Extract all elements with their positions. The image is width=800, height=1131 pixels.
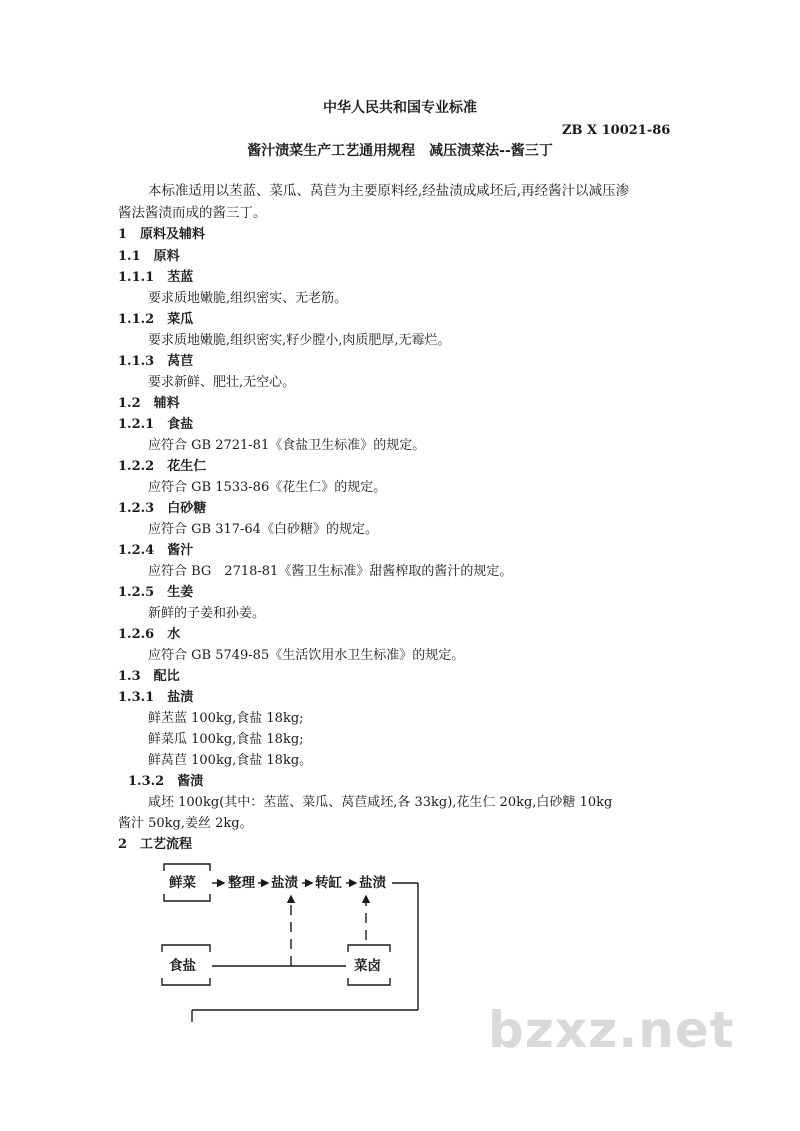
- section-1-1-heading: 1.1 原料: [118, 249, 180, 264]
- section-1-1-3-heading: 1.1.3 莴苣: [118, 354, 194, 369]
- section-1-2-3-body: 应符合 GB 317-64《白砂糖》的规定。: [148, 522, 378, 537]
- section-1-2-4-body: 应符合 BG 2718-81《酱卫生标准》甜酱榨取的酱汁的规定。: [148, 564, 513, 579]
- section-1-2-5-body: 新鲜的子姜和孙姜。: [148, 606, 266, 621]
- section-1-3-heading: 1.3 配比: [118, 669, 180, 684]
- ratio-lettuce: 鲜莴苣 100kg,食盐 18kg。: [148, 753, 313, 768]
- intro-line-1: 本标准适用以苤蓝、菜瓜、莴苣为主要原料经,经盐渍成咸坯后,再经酱汁以减压渗: [148, 183, 630, 199]
- watermark: bzxz.net: [488, 1001, 735, 1059]
- flow-node-salt: 食盐: [169, 958, 196, 974]
- section-1-1-1-body: 要求质地嫩脆,组织密实、无老筋。: [148, 291, 348, 306]
- sauce-ratio-line-2: 酱汁 50kg,姜丝 2kg。: [118, 816, 253, 831]
- standard-number: ZB X 10021-86: [562, 123, 671, 138]
- flow-node-brine: 菜卤: [354, 958, 381, 974]
- flow-node-salting-1: 盐渍: [271, 875, 298, 891]
- section-1-3-1-heading: 1.3.1 盐渍: [118, 690, 194, 705]
- intro-line-2: 酱法酱渍而成的酱三丁。: [118, 205, 267, 221]
- section-1-2-heading: 1.2 辅料: [118, 396, 180, 411]
- flow-node-salting-2: 盐渍: [359, 875, 386, 891]
- section-1-heading: 1 原料及辅料: [118, 227, 206, 242]
- section-1-2-1-body: 应符合 GB 2721-81《食盐卫生标准》的规定。: [148, 438, 426, 453]
- section-1-2-1-heading: 1.2.1 食盐: [118, 417, 194, 432]
- section-1-2-2-body: 应符合 GB 1533-86《花生仁》的规定。: [148, 480, 387, 495]
- section-1-1-3-body: 要求新鲜、肥壮,无空心。: [148, 375, 296, 390]
- section-1-2-2-heading: 1.2.2 花生仁: [118, 459, 207, 474]
- section-1-1-1-heading: 1.1.1 苤蓝: [118, 270, 194, 285]
- section-1-2-5-heading: 1.2.5 生姜: [118, 585, 194, 600]
- section-1-1-2-body: 要求质地嫩脆,组织密实,籽少膛小,肉质肥厚,无霉烂。: [148, 333, 451, 348]
- section-1-3-2-heading: 1.3.2 酱渍: [128, 774, 204, 789]
- flow-node-trim: 整理: [228, 875, 255, 891]
- section-1-2-6-body: 应符合 GB 5749-85《生活饮用水卫生标准》的规定。: [148, 648, 465, 663]
- ratio-kohlrabi: 鲜苤蓝 100kg,食盐 18kg;: [148, 711, 304, 726]
- flow-node-fresh-veg: 鲜菜: [169, 875, 196, 891]
- flow-node-transfer: 转缸: [315, 875, 342, 891]
- section-1-1-2-heading: 1.1.2 菜瓜: [118, 312, 194, 327]
- section-1-2-3-heading: 1.2.3 白砂糖: [118, 501, 207, 516]
- issuer-heading: 中华人民共和国专业标准: [323, 100, 477, 116]
- section-2-heading: 2 工艺流程: [118, 837, 193, 852]
- section-1-2-4-heading: 1.2.4 酱汁: [118, 543, 194, 558]
- sauce-ratio-line-1: 咸坯 100kg(其中：苤蓝、菜瓜、莴苣咸坯,各 33kg),花生仁 20kg,白砂糖 10kg: [148, 795, 613, 810]
- document-title: 酱汁渍菜生产工艺通用规程 减压渍菜法--酱三丁: [247, 143, 553, 159]
- section-1-2-6-heading: 1.2.6 水: [118, 627, 181, 642]
- ratio-melon: 鲜菜瓜 100kg,食盐 18kg;: [148, 732, 304, 747]
